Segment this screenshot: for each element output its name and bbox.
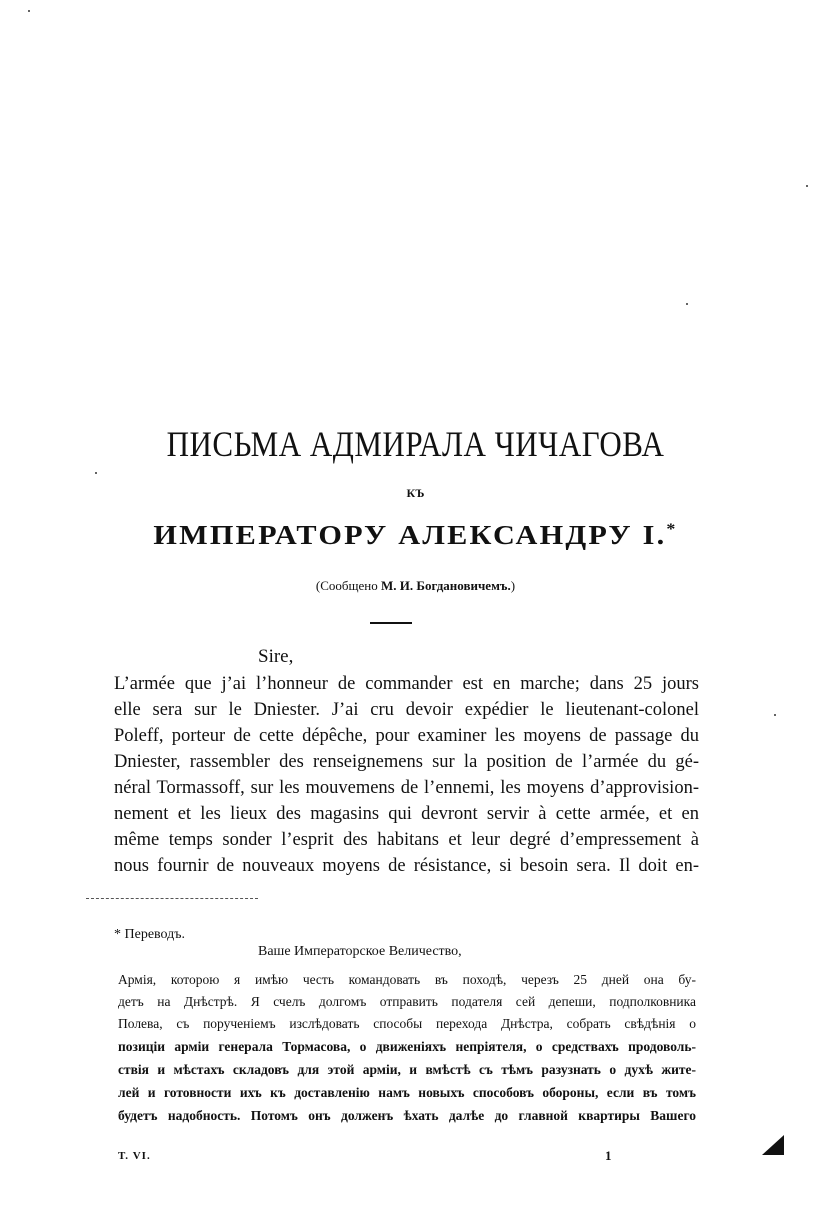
footnote-line: Армія, которою я имѣю честь командовать въ походѣ, черезъ 25 дней она бу-	[118, 972, 696, 987]
letter-line: nous fournir de nouveaux moyens de résistance, si besoin sera. Il doit en-	[114, 856, 699, 876]
scan-speck	[28, 10, 30, 12]
letter-line: Dniester, rassembler des renseignemens sur la position de l’armée du gé-	[114, 752, 699, 772]
letter-line: Poleff, porteur de cette dépêche, pour examiner les moyens de passage du	[114, 726, 699, 746]
letter-line: nement et les lieux des magasins qui devront servir à cette armée, et en	[114, 804, 699, 824]
attribution	[0, 578, 831, 594]
footnote-divider	[86, 898, 258, 899]
subtitle-text: ИМПЕРАТОРУ АЛЕКСАНДРУ I.	[153, 520, 667, 550]
footnote-line: позиціи арміи генерала Тормасова, о движеніяхъ непріятеля, о средствахъ продоволь-	[118, 1039, 696, 1054]
scan-speck	[774, 714, 776, 716]
scan-speck	[686, 303, 688, 305]
attribution-suffix: )	[510, 578, 516, 593]
page-subtitle	[0, 520, 831, 551]
attribution-name: М. И. Богдановичемъ.	[380, 578, 511, 593]
footnote-salutation: Ваше Императорское Величество,	[258, 944, 462, 959]
scan-speck	[806, 185, 808, 187]
letter-line: même temps sonder l’esprit des habitans et leur degré d’empressement à	[114, 830, 699, 850]
footnote-star: *	[666, 521, 678, 538]
page-title: ПИСЬМА АДМИРАЛА ЧИЧАГОВА	[166, 424, 665, 465]
section-rule	[370, 622, 412, 624]
footnote-line: Полева, съ порученіемъ изслѣдовать способы перехода Днѣстра, собрать свѣдѣнія о	[118, 1016, 696, 1031]
footnote-mark: * Переводъ.	[114, 927, 186, 942]
corner-triangle-icon	[762, 1135, 784, 1155]
footnote-line: детъ на Днѣстрѣ. Я счелъ долгомъ отправить подателя сей депеши, подполковника	[118, 994, 696, 1009]
page-number: 1	[605, 1148, 612, 1163]
letter-line: elle sera sur le Dniester. J’ai cru devoir expédier le lieutenant-colonel	[114, 700, 699, 720]
signature-mark: Т. VI.	[118, 1150, 151, 1162]
letter-line: L’armée que j’ai l’honneur de commander est en marche; dans 25 jours	[114, 674, 699, 694]
letter-salutation: Sire,	[258, 646, 294, 667]
letter-line: néral Tormassoff, sur les mouvemens de l’ennemi, les moyens d’approvision-	[114, 778, 699, 798]
footnote-line: лей и готовности ихъ къ доставленію намъ новыхъ способовъ обороны, если въ томъ	[118, 1085, 696, 1100]
footnote-line: ствія и мѣстахъ складовъ для этой арміи, и вмѣстѣ съ тѣмъ разузнать о духѣ жите-	[118, 1062, 696, 1077]
footnote-line: будетъ надобность. Потомъ онъ долженъ ѣхать далѣе до главной квартиры Вашего	[118, 1108, 696, 1123]
scan-speck	[95, 472, 97, 474]
attribution-prefix: (Сообщено	[315, 578, 381, 593]
title-preposition: КЪ	[406, 486, 425, 500]
